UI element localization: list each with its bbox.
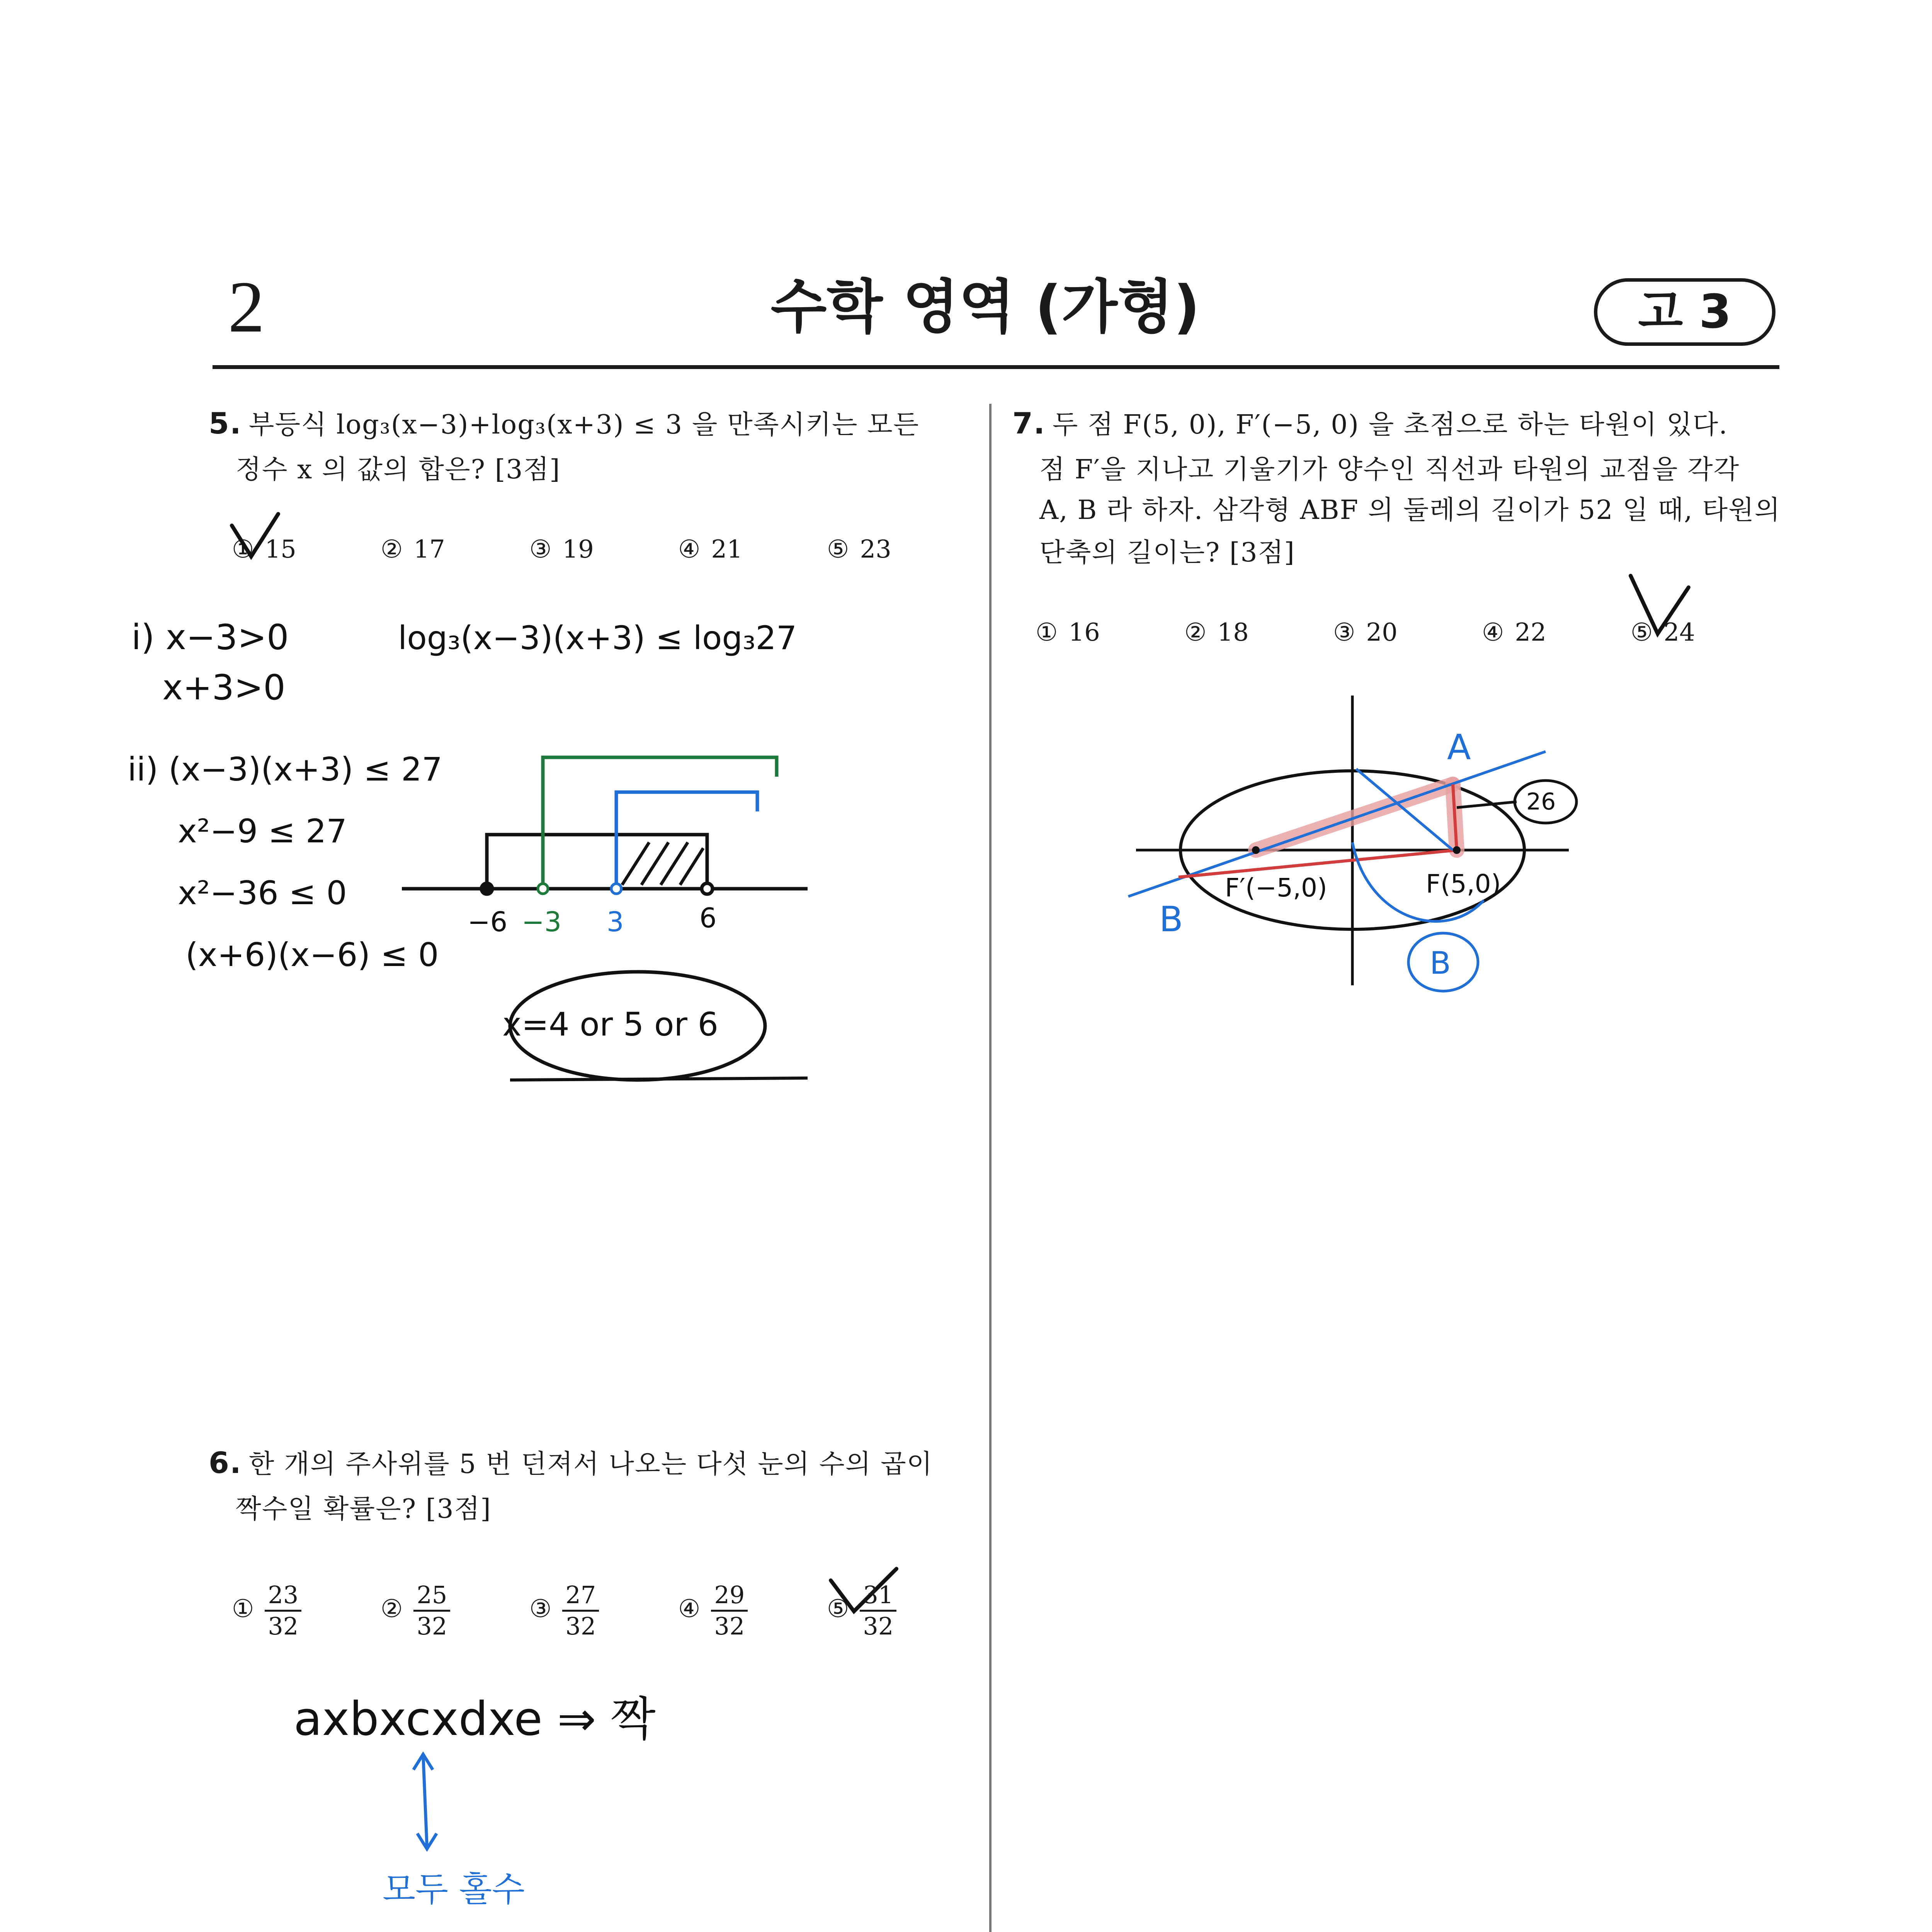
question-7-text-line1: 두 점 F(5, 0), F′(−5, 0) 을 초점으로 하는 타원이 있다.	[1052, 410, 1728, 440]
q7-label-B2: B	[1430, 945, 1451, 981]
question-6-stem-line1	[209, 1441, 933, 1486]
question-6-choice-2[interactable]: ② $\frac{25}{32}$	[381, 1580, 450, 1641]
q5-case1-a: i) x−3>0	[131, 617, 289, 658]
q5-tick-3: 3	[607, 906, 624, 938]
page-number: 2	[228, 267, 265, 348]
q7-label-A: A	[1447, 727, 1471, 768]
question-6-choice-3[interactable]: ③ $\frac{27}{32}$	[529, 1580, 599, 1641]
subject-title: 수학 영역 (가형)	[770, 274, 1200, 341]
q5-case2-b: x²−9 ≤ 27	[178, 812, 347, 850]
question-7-number: 7.	[1012, 406, 1046, 440]
q5-case1-b: x+3>0	[162, 667, 286, 708]
q5-log-ineq: log₃(x−3)(x+3) ≤ log₃27	[398, 619, 797, 657]
question-7-choice-5[interactable]: ⑤ 24	[1631, 618, 1695, 647]
question-6-choice-4[interactable]: ④ $\frac{29}{32}$	[678, 1580, 748, 1641]
question-7-choice-1[interactable]: ① 16	[1036, 618, 1100, 647]
question-7-choice-4[interactable]: ④ 22	[1482, 618, 1546, 647]
q7-label-B: B	[1159, 899, 1183, 940]
q6-product: axbxcxdxe ⇒ 짝	[294, 1692, 656, 1746]
q5-green-bracket	[543, 757, 777, 889]
q6-blue-arrow	[423, 1754, 427, 1847]
question-7-stem-line1	[1012, 402, 1728, 447]
q5-answer-underline	[510, 1078, 808, 1080]
question-5-choice-4[interactable]: ④ 21	[678, 535, 743, 564]
question-5-number: 5.	[209, 406, 242, 440]
question-7-choice-2[interactable]: ② 18	[1184, 618, 1249, 647]
question-5-choice-2[interactable]: ② 17	[381, 535, 445, 564]
question-6-text-line1: 한 개의 주사위를 5 번 던져서 나오는 다섯 눈의 수의 곱이	[248, 1449, 933, 1480]
question-5-choice-3[interactable]: ③ 19	[529, 535, 594, 564]
q5-number-line	[402, 835, 808, 894]
grade-badge: 고 3	[1594, 278, 1776, 346]
question-7-choice-3[interactable]: ③ 20	[1333, 618, 1398, 647]
q7-label-26: 26	[1526, 788, 1556, 815]
question-6-text-line2: 짝수일 확률은? [3점]	[236, 1494, 492, 1524]
q5-check-mark	[232, 514, 278, 556]
question-5-text-line1: 부등식 log₃(x−3)+log₃(x+3) ≤ 3 을 만족시키는 모든	[248, 410, 920, 440]
q5-tick-m3: −3	[522, 906, 562, 938]
q5-tick-6: 6	[699, 902, 717, 934]
q7-sketch	[1128, 696, 1577, 991]
q5-tick-m6: −6	[468, 906, 508, 938]
question-5-choice-1[interactable]: ① 15	[232, 535, 296, 564]
question-5-choice-5[interactable]: ⑤ 23	[827, 535, 891, 564]
q6-note: 모두 홀수	[383, 1869, 525, 1909]
question-6-number: 6.	[209, 1446, 242, 1480]
q5-case2-c: x²−36 ≤ 0	[178, 874, 347, 912]
q5-answer: x=4 or 5 or 6	[502, 1005, 719, 1043]
q5-case2-a: ii) (x−3)(x+3) ≤ 27	[128, 750, 442, 788]
question-7-text-line2: 점 F′을 지나고 기울기가 양수인 직선과 타원의 교점을 각각	[1039, 454, 1740, 485]
question-7-text-line3: A, B 라 하자. 삼각형 ABF 의 둘레의 길이가 52 일 때, 타원의	[1039, 495, 1781, 526]
question-6-choice-5[interactable]: ⑤ $\frac{31}{32}$	[827, 1580, 896, 1641]
question-7-text-line4: 단축의 길이는? [3점]	[1039, 537, 1295, 568]
question-5-text-line2: 정수 x 의 값의 합은? [3점]	[236, 454, 561, 485]
q5-case2-d: (x+6)(x−6) ≤ 0	[185, 936, 439, 974]
q5-hatch	[622, 842, 703, 885]
q7-label-F: F(5,0)	[1426, 869, 1501, 899]
question-6-choice-1[interactable]: ① $\frac{23}{32}$	[232, 1580, 301, 1641]
q7-label-Fp: F′(−5,0)	[1225, 873, 1327, 903]
